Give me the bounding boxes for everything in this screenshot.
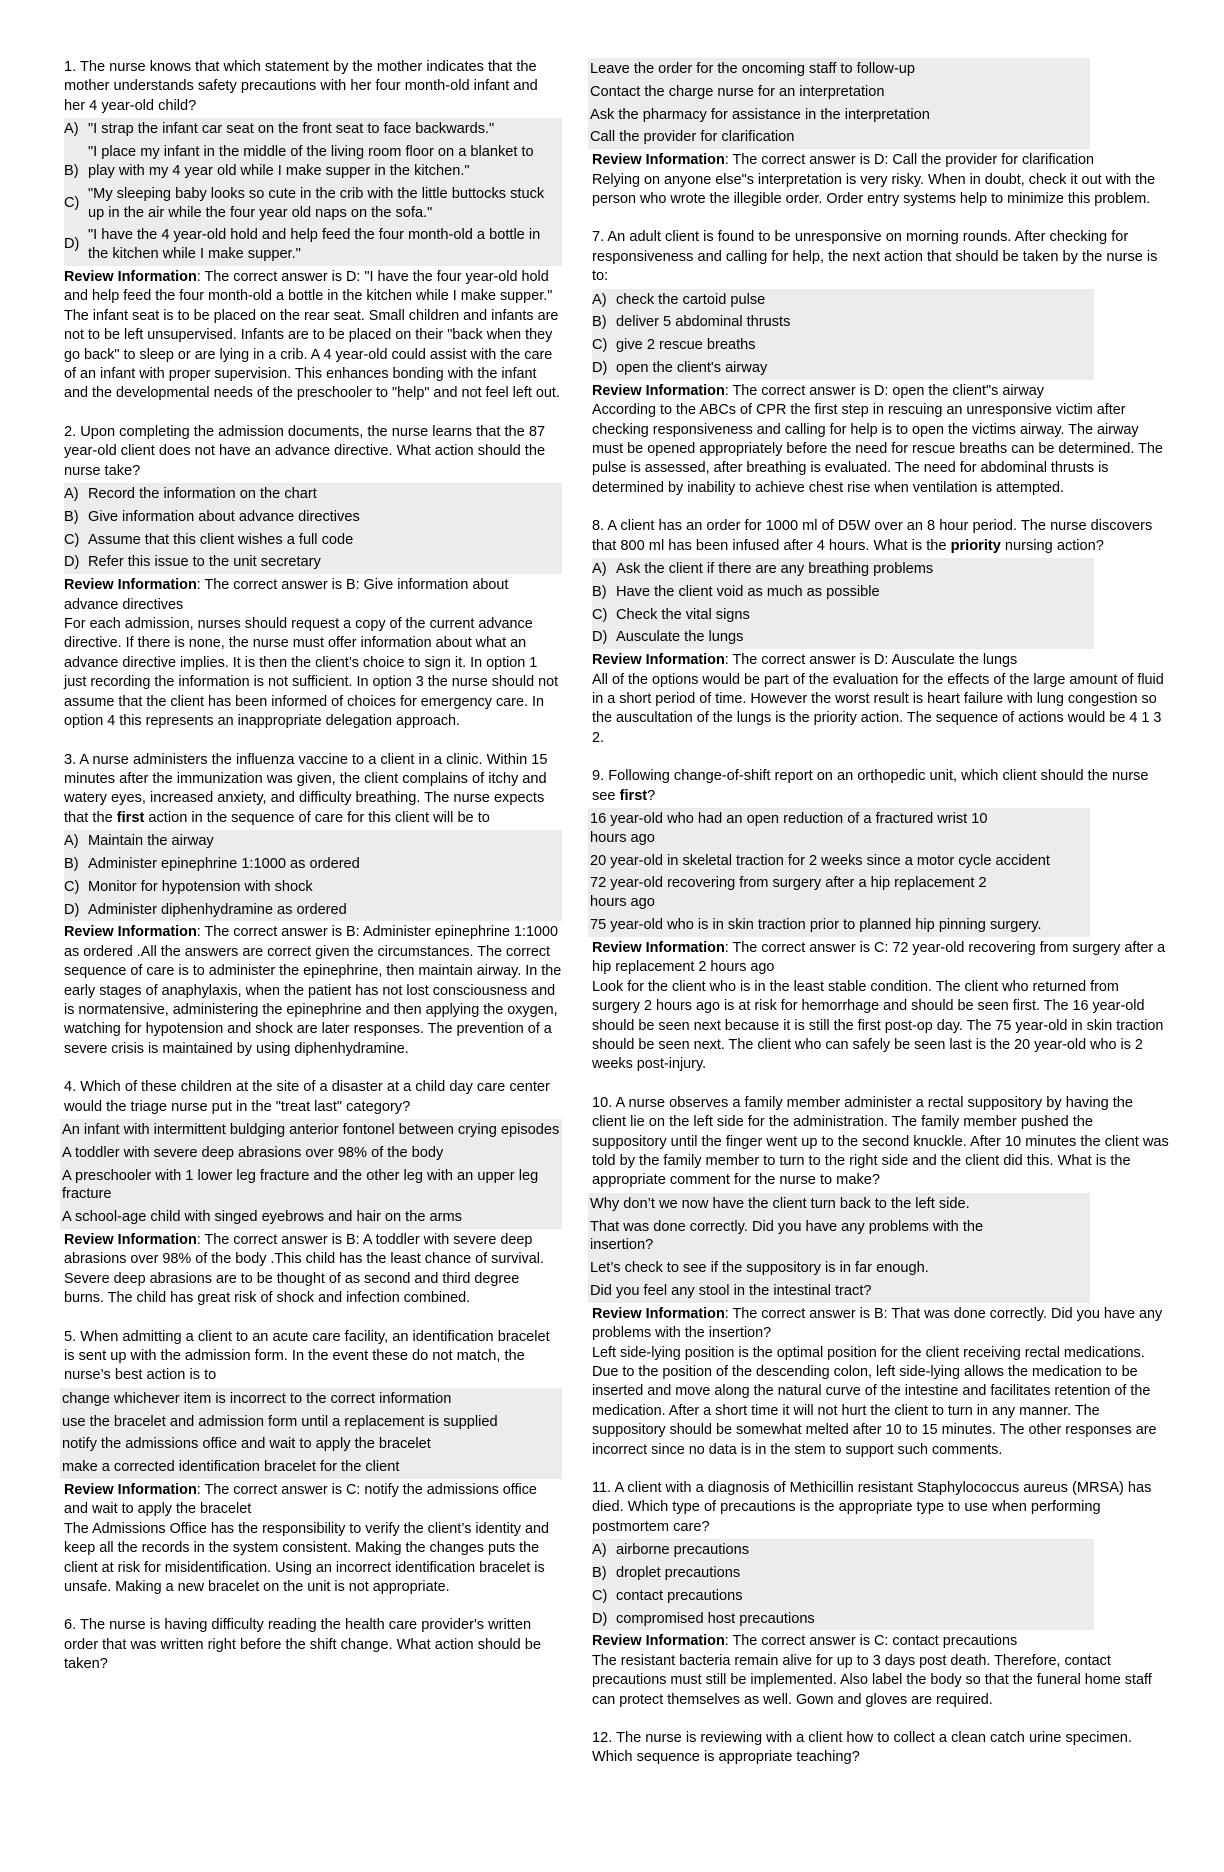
question-1-options [64,118,562,266]
question-9-review-body: Look for the client who is in the least stable condition. The client who returned from surgery 2 hours ago is at risk for hemorrhage and should be seen first. The 16 year-old should be seen next because it is still the first post-op day. The 75 year-old in skin traction should be seen next. The client who can safely be seen last is the 20 year-old who is 2 weeks post-injury. [592,978,1164,1073]
question-8-option-b: B) Have the client void as much as possible [592,583,880,600]
question-2-review: Review Information: The correct answer is B: Give information about advance directives [64,577,509,613]
question-5-review-body: The Admissions Office has the responsibility to verify the client’s identity and keep all the records in the system consistent. Making the changes puts the client at risk for misidentification. Using an incorrect identification bracelet is unsafe. Making a new bracelet on the unit is not appropriate. [64,1520,549,1596]
question-4-option-b: A toddler with severe deep abrasions over 98% of the body [62,1144,444,1161]
question-10-option-b: That was done correctly. Did you have any problems with the insertion? [590,1218,984,1254]
question-3-stem: 3. A nurse administers the influenza vaccine to a client in a clinic. Within 15 minutes after the immunization was given, the client complains of itchy and watery eyes, increased anxiety, and difficulty breathing. The nurse expects that the first action in the sequence of care for this client will be to [64,751,548,826]
question-4-options [60,1119,562,1229]
question-1-stem: 1. The nurse knows that which statement by the mother indicates that the mother understands safety precautions with her four month-old infant and her 4 year-old child? [64,59,538,114]
question-9-stem: 9. Following change-of-shift report on an orthopedic unit, which client should the nurse see first? [592,768,1149,804]
question-7-option-a: A) check the cartoid pulse [592,291,766,308]
question-10-options [588,1193,1090,1303]
question-11-options [592,1539,1094,1630]
question-7-option-c: C) give 2 rescue breaths [592,337,756,354]
question-8-review: Review Information: The correct answer is D: Ausculate the lungs [592,652,1018,669]
question-7-review-body: According to the ABCs of CPR the first step in rescuing an unresponsive victim after checking responsiveness and calling for help is to open the victims airway. The airway must be opened appropriately before the need for rescue breaths can be determined. The pulse is assessed, after breathing is evaluated. The need for abdominal thrusts is determined by inability to achieve chest rise when ventilation is attempted. [592,402,1163,496]
question-5-option-c: notify the admissions office and wait to apply the bracelet [62,1436,431,1453]
question-7-option-d: D) open the client's airway [592,360,768,377]
question-4-option-d: A school-age child with singed eyebrows and hair on the arms [62,1209,462,1226]
question-11-option-a: A) airborne precautions [592,1542,750,1559]
question-11-review: Review Information: The correct answer is C: contact precautions [592,1633,1018,1650]
question-8-option-d: D) Ausculate the lungs [592,629,744,646]
left-column [64,58,562,1675]
question-6-stem: 6. The nurse is having difficulty reading the health care provider's written order that was written right before the shift change. What action should be taken? [64,1617,541,1673]
question-3-option-b: B) Administer epinephrine 1:1000 as ordered [64,855,360,872]
question-10-review: Review Information: The correct answer is B: That was done correctly. Did you have any problems with the insertion? [592,1305,1163,1342]
question-6-review-body: Relying on anyone else"s interpretation is very risky. When in doubt, check it out with the person who wrote the illegible order. Order entry systems help to minimize this problem. [592,171,1156,207]
question-2-options [64,483,562,574]
question-2-option-a: A) Record the information on the chart [64,486,317,503]
question-11-option-c: C) contact precautions [592,1587,743,1604]
question-1-option-c: C) "My sleeping baby looks so cute in the crib with the little buttocks stuck up in the air while the four year old naps on the sofa." [64,185,545,221]
question-8-option-c: C) Check the vital signs [592,606,750,623]
question-12-stem: 12. The nurse is reviewing with a client how to collect a clean catch urine specimen. Which sequence is appropriate teaching? [592,1730,1132,1766]
question-10-option-c: Let’s check to see if the suppository is in far enough. [590,1260,929,1277]
question-3-option-a: A) Maintain the airway [64,833,214,850]
question-10-option-a: Why don’t we now have the client turn back to the left side. [590,1195,970,1212]
question-2-option-c: C) Assume that this client wishes a full code [64,531,354,548]
question-11-stem: 11. A client with a diagnosis of Methicillin resistant Staphylococcus aureus (MRSA) has died. Which type of precautions is the appropriate type to use when performing postmortem care? [592,1479,1152,1535]
question-10-stem: 10. A nurse observes a family member administer a rectal suppository by having the client lie on the left side for the administration. The family member pushed the suppository until the finger went up to the second knuckle. After 10 minutes the client was told by the family member to turn to the right side and the client did this. What is the appropriate comment for the nurse to make? [592,1094,1169,1189]
question-10-review-body: Left side-lying position is the optimal position for the client receiving rectal medications. Due to the position of the descending colon, left side-lying allows the medication to be inserted and move along the natural curve of the intestine and facilitates retention of the medication. After a short time it will not hurt the client to turn in any manner. The suppository should be somewhat melted after 10 to 15 minutes. The other responses are incorrect since no data is in the stem to support such comments. [592,1344,1157,1458]
question-11-review-body: The resistant bacteria remain alive for up to 3 days post death. Therefore, contact precautions must still be implemented. Also label the body so that the funeral home staff can protect themselves as well. Gown and gloves are required. [592,1652,1152,1708]
question-6-option-a: Leave the order for the oncoming staff to follow-up [590,61,916,77]
question-8-option-a: A) Ask the client if there are any breathing problems [592,561,934,578]
question-9-option-d: 75 year-old who is in skin traction prior to planned hip pinning surgery. [590,917,1042,934]
question-4-review: Review Information: The correct answer is B: A toddler with severe deep abrasions over 98% of the body .This child has the least chance of survival. Severe deep abrasions are to be thought of as second and third degree burns. The child has great risk of shock and infection combined. [64,1231,544,1307]
question-1-option-a: A) "I strap the infant car seat on the front seat to face backwards." [64,121,495,138]
question-3-options [64,830,562,921]
question-2-option-b: B) Give information about advance directives [64,508,360,525]
question-2-option-d: D) Refer this issue to the unit secretary [64,554,321,571]
question-3-option-c: C) Monitor for hypotension with shock [64,878,313,895]
question-3-option-d: D) Administer diphenhydramine as ordered [64,901,347,918]
question-1-review: Review Information: The correct answer is D: "I have the four year-old hold and help feed the four month-old a bottle in the kitchen while I make supper." The infant seat is to be placed on the rear seat. Small children and infants are not to be left unsupervised. Infants are to be placed on their "back when they go back" to sleep or are lying in a crib. A 4 year-old could assist with the care of an infant with proper supervision. This enhances bonding with the infant and the developmental needs of the preschooler to "help" and not feel left out. [64,269,560,402]
question-5-option-b: use the bracelet and admission form until a replacement is supplied [62,1413,498,1430]
question-6-options [588,58,1090,149]
question-9-option-b: 20 year-old in skeletal traction for 2 weeks since a motor cycle accident [590,852,1050,869]
question-5-option-a: change whichever item is incorrect to the correct information [62,1390,452,1407]
question-6-option-c: Ask the pharmacy for assistance in the interpretation [590,106,930,123]
question-5-review: Review Information: The correct answer is C: notify the admissions office and wait to apply the bracelet [64,1481,537,1518]
question-10-option-d: Did you feel any stool in the intestinal tract? [590,1282,872,1299]
question-8-stem: 8. A client has an order for 1000 ml of D5W over an 8 hour period. The nurse discovers that 800 ml has been infused after 4 hours. What is the priority nursing action? [592,518,1153,554]
question-2-stem: 2. Upon completing the admission documents, the nurse learns that the 87 year-old client does not have an advance directive. What action should the nurse take? [64,423,546,479]
question-3-review: Review Information: The correct answer is B: Administer epinephrine 1:1000 as ordered .All the answers are correct given the circumstances. The correct sequence of care is to administer the epinephrine, then maintain airway. In the early stages of anaphylaxis, when the patient has not lost consciousness and is normatensive, administering the epinephrine and then applying the oxygen, watching for hypotension and shock are later responses. The prevention of a severe crisis is maintained by using diphenhydramine. [64,924,562,1057]
question-9-option-a: 16 year-old who had an open reduction of a fractured wrist 10 hours ago [590,811,988,846]
question-9-option-c: 72 year-old recovering from surgery after a hip replacement 2 hours ago [590,875,987,911]
question-4-stem: 4. Which of these children at the site of a disaster at a child day care center would the triage nurse put in the "treat last" category? [64,1079,550,1115]
question-7-option-b: B) deliver 5 abdominal thrusts [592,314,791,331]
question-8-review-body: All of the options would be part of the evaluation for the effects of the large amount of fluid in a short period of time. However the worst result is heart failure with lung congestion so the auscultation of the lungs is the priority action. The sequence of actions would be 4 1 3 2. [592,671,1164,746]
question-7-stem: 7. An adult client is found to be unresponsive on morning rounds. After checking for responsiveness and calling for help, the next action that should be taken by the nurse is to: [592,229,1158,285]
question-5-option-d: make a corrected identification bracelet for the client [62,1459,400,1476]
question-6-option-d: Call the provider for clarification [590,129,795,146]
right-column [592,58,1170,1768]
question-7-options [592,289,1094,380]
question-9-review: Review Information: The correct answer is C: 72 year-old recovering from surgery after a hip replacement 2 hours ago [592,939,1166,976]
question-1-option-b: B) "I place my infant in the middle of the living room floor on a blanket to play with my 4 year old while I make supper in the kitchen." [64,144,534,180]
question-11-option-d: D) compromised host precautions [592,1610,815,1627]
question-6-review: Review Information: The correct answer is D: Call the provider for clarification [592,152,1094,169]
question-4-option-a: An infant with intermittent buldging anterior fontonel between crying episodes [62,1121,560,1138]
question-9-options [588,808,1090,937]
question-7-review: Review Information: The correct answer is D: open the client"s airway [592,382,1044,399]
question-2-review-body: For each admission, nurses should request a copy of the current advance directive. If there is none, the nurse must offer information about what an advance directive implies. It is then the client’s choice to sign it. In option 1 just recording the information is not sufficient. In option 3 the nurse should not assume that the client has been informed of choices for emergency care. In option 4 this represents an inappropriate delegation approach. [64,616,559,730]
question-11-option-b: B) droplet precautions [592,1565,741,1581]
question-5-options [60,1388,562,1479]
question-5-stem: 5. When admitting a client to an acute care facility, an identification bracelet is sent up with the admission form. In the event these do not match, the nurse’s best action is to [64,1328,550,1384]
question-1-option-d: D) "I have the 4 year-old hold and help feed the four month-old a bottle in the kitchen while I make supper." [64,227,541,263]
question-6-option-b: Contact the charge nurse for an interpretation [590,83,885,100]
question-4-option-c: A preschooler with 1 lower leg fracture and the other leg with an upper leg fracture [62,1167,539,1203]
question-8-options [592,558,1094,649]
